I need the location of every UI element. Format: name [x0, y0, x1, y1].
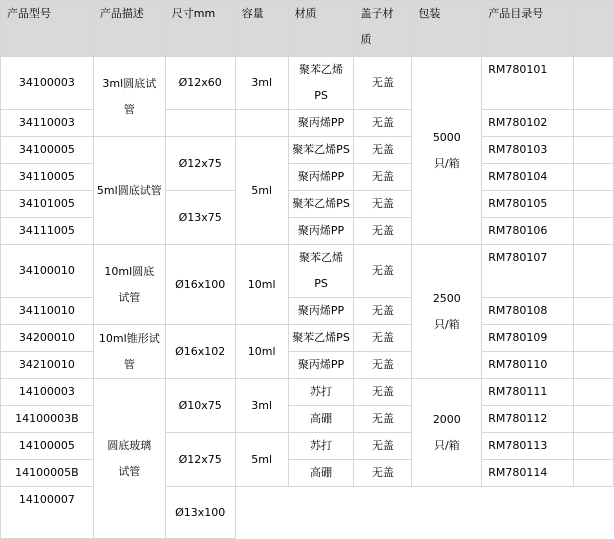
- material-cell: 高硼: [288, 460, 354, 487]
- material-cell: 苏打: [288, 433, 354, 460]
- cap-cell: 无盖: [354, 325, 412, 352]
- table-row: [1, 325, 614, 352]
- size-cell: Ø12x75: [165, 137, 235, 191]
- catalog-cell: RM780113: [482, 433, 574, 460]
- size-cell: Ø16x102: [165, 325, 235, 379]
- desc-cell: 3ml圆底试管: [93, 57, 165, 137]
- model-cell: 14100005B: [1, 460, 94, 487]
- size-cell: Ø13x100: [165, 487, 235, 539]
- model-cell: 34210010: [1, 352, 94, 379]
- model-cell: 34111005: [1, 218, 94, 245]
- blank-cell: [574, 137, 614, 164]
- model-cell: 34101005: [1, 191, 94, 218]
- catalog-cell: RM780105: [482, 191, 574, 218]
- table-row: [1, 57, 614, 110]
- header-material: 材质: [288, 1, 354, 57]
- header-model: 产品型号: [1, 1, 94, 57]
- material-cell: 聚丙烯PP: [288, 164, 354, 191]
- blank-cell: [574, 245, 614, 298]
- table-row: [1, 433, 614, 460]
- model-cell: 14100003B: [1, 406, 94, 433]
- blank-cell: [574, 352, 614, 379]
- model-cell: 14100007: [1, 487, 94, 539]
- model-cell: 14100003: [1, 379, 94, 406]
- material-cell: 聚苯乙烯PS: [288, 325, 354, 352]
- model-cell: 34100003: [1, 57, 94, 110]
- material-cell: 聚苯乙烯PS: [288, 245, 354, 298]
- table-row: [1, 218, 614, 245]
- blank-cell: [574, 406, 614, 433]
- catalog-cell: RM780114: [482, 460, 574, 487]
- header-blank: [574, 1, 614, 57]
- table-row: [1, 137, 614, 164]
- blank-cell: [574, 298, 614, 325]
- cap-cell: 无盖: [354, 137, 412, 164]
- header-catalog: 产品目录号: [482, 1, 574, 57]
- material-cell: 聚苯乙烯PS: [288, 191, 354, 218]
- blank-cell: [574, 110, 614, 137]
- size-cell: Ø13x75: [165, 191, 235, 245]
- cap-cell: 无盖: [354, 218, 412, 245]
- cap-cell: 无盖: [354, 245, 412, 298]
- header-row: [1, 1, 614, 57]
- blank-cell: [574, 325, 614, 352]
- model-cell: 34200010: [1, 325, 94, 352]
- cap-cell: 无盖: [354, 406, 412, 433]
- capacity-cell: 10ml: [235, 245, 288, 325]
- material-cell: 聚丙烯PP: [288, 110, 354, 137]
- model-cell: 34100010: [1, 245, 94, 298]
- catalog-cell: RM780106: [482, 218, 574, 245]
- material-cell: 聚丙烯PP: [288, 352, 354, 379]
- capacity-cell: 10ml: [235, 325, 288, 379]
- catalog-cell: RM780103: [482, 137, 574, 164]
- size-cell: Ø12x75: [165, 433, 235, 487]
- capacity-cell: 5ml: [235, 137, 288, 245]
- packing-cell: 2000只/箱: [412, 379, 482, 487]
- header-packing: 包装: [412, 1, 482, 57]
- desc-cell: 圆底玻璃试管: [93, 379, 165, 539]
- material-cell: 聚丙烯PP: [288, 218, 354, 245]
- catalog-cell: RM780102: [482, 110, 574, 137]
- material-cell: 聚丙烯PP: [288, 298, 354, 325]
- catalog-cell: RM780112: [482, 406, 574, 433]
- catalog-cell: RM780111: [482, 379, 574, 406]
- table-row: [1, 245, 614, 298]
- cap-cell: 无盖: [354, 352, 412, 379]
- header-cap-material: 盖子材质: [354, 1, 412, 57]
- material-cell: 高硼: [288, 406, 354, 433]
- capacity-cell: [235, 110, 288, 137]
- blank-cell: [574, 433, 614, 460]
- packing-cell: 5000只/箱: [412, 57, 482, 245]
- table-row: [1, 191, 614, 218]
- cap-cell: 无盖: [354, 164, 412, 191]
- size-cell: Ø16x100: [165, 245, 235, 325]
- cap-cell: 无盖: [354, 298, 412, 325]
- packing-cell: 2500只/箱: [412, 245, 482, 379]
- model-cell: 34110003: [1, 110, 94, 137]
- header-size: 尺寸mm: [165, 1, 235, 57]
- model-cell: 34110005: [1, 164, 94, 191]
- catalog-cell: RM780107: [482, 245, 574, 298]
- header-desc: 产品描述: [93, 1, 165, 57]
- size-cell: Ø10x75: [165, 379, 235, 433]
- blank-cell: [574, 57, 614, 110]
- capacity-cell: 3ml: [235, 379, 288, 433]
- header-capacity: 容量: [235, 1, 288, 57]
- table-row: [1, 164, 614, 191]
- catalog-cell: RM780110: [482, 352, 574, 379]
- cap-cell: 无盖: [354, 191, 412, 218]
- table-row: [1, 298, 614, 325]
- blank-cell: [574, 164, 614, 191]
- desc-cell: 10ml锥形试管: [93, 325, 165, 379]
- cap-cell: 无盖: [354, 379, 412, 406]
- catalog-cell: RM780108: [482, 298, 574, 325]
- table-row: [1, 110, 614, 137]
- catalog-cell: RM780109: [482, 325, 574, 352]
- model-cell: 14100005: [1, 433, 94, 460]
- material-cell: 聚苯乙烯PS: [288, 137, 354, 164]
- material-cell: 苏打: [288, 379, 354, 406]
- table-row: [1, 352, 614, 379]
- material-cell: 聚苯乙烯PS: [288, 57, 354, 110]
- model-cell: 34110010: [1, 298, 94, 325]
- capacity-cell: 5ml: [235, 433, 288, 487]
- cap-cell: 无盖: [354, 110, 412, 137]
- blank-cell: [574, 191, 614, 218]
- table-row: [1, 460, 614, 487]
- catalog-cell: RM780101: [482, 57, 574, 110]
- size-cell: [165, 110, 235, 137]
- desc-cell: 10ml圆底试管: [93, 245, 165, 325]
- desc-cell: 5ml圆底试管: [93, 137, 165, 245]
- cap-cell: 无盖: [354, 433, 412, 460]
- blank-cell: [574, 218, 614, 245]
- size-cell: Ø12x60: [165, 57, 235, 110]
- catalog-cell: RM780104: [482, 164, 574, 191]
- table-row: [1, 379, 614, 406]
- table-row: [1, 406, 614, 433]
- cap-cell: 无盖: [354, 460, 412, 487]
- blank-cell: [574, 379, 614, 406]
- capacity-cell: 3ml: [235, 57, 288, 110]
- cap-cell: 无盖: [354, 57, 412, 110]
- model-cell: 34100005: [1, 137, 94, 164]
- blank-cell: [574, 460, 614, 487]
